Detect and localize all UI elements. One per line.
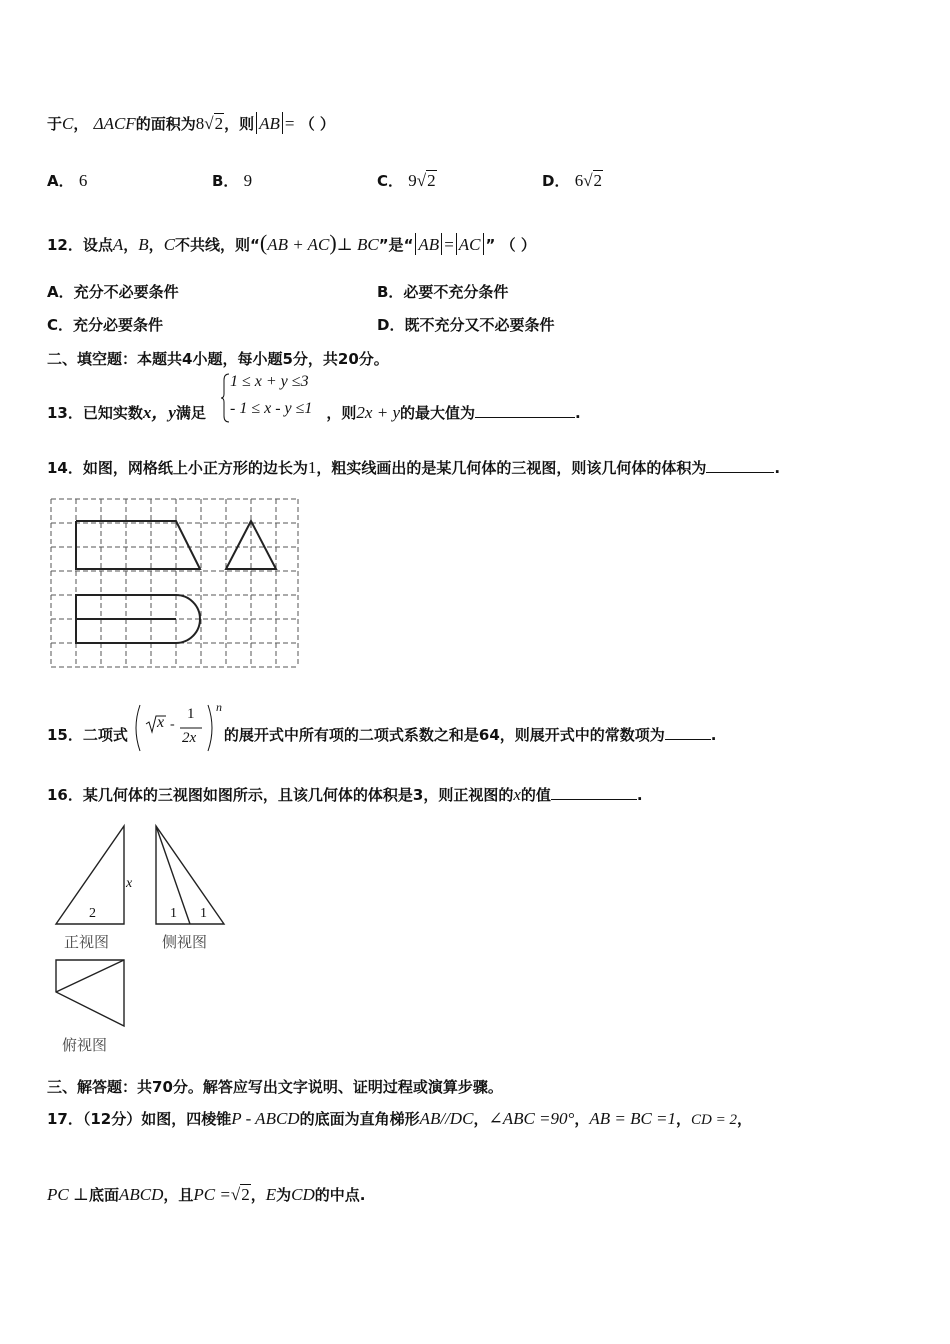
side-base-left-label: 1	[170, 906, 177, 921]
q16-answer-blank[interactable]	[551, 785, 637, 800]
q15-binomial: x - 1 2x n	[130, 702, 226, 754]
q12-vector-sum: AB + AC	[267, 235, 330, 254]
q13-stem: 13．已知实数x，y满足 ，则2x + y的最大值为 .	[47, 403, 581, 422]
side-view-triangle	[226, 521, 276, 569]
q11-option-a[interactable]: A． 6	[47, 171, 88, 190]
q12-option-b[interactable]: B．必要不充分条件	[377, 283, 509, 301]
q16-stem: 16．某几何体的三视图如图所示，且该几何体的体积是3，则正视图的x的值 .	[47, 785, 643, 804]
front-base-label: 2	[89, 906, 96, 921]
q11-triangle: ΔACF	[93, 114, 136, 133]
top-view-label: 俯视图	[62, 1036, 108, 1054]
q11-option-c[interactable]: C． 9√2	[377, 171, 436, 190]
front-height-label: x	[126, 876, 133, 891]
q14-stem: 14．如图，网格纸上小正方形的边长为1，粗实线画出的是某几何体的三视图，则该几何体的体积为 .	[47, 458, 781, 477]
q15-stem: 15．二项式 的展开式中所有项的二项式系数之和是64，则展开式中的常数项为 .	[47, 726, 717, 744]
section2-heading: 二、填空题：本题共4小题，每小题5分，共20分。	[47, 350, 389, 368]
q17-line-2: PC ⊥底面ABCD，且PC =√2，E为CD的中点.	[47, 1185, 366, 1204]
front-view-trapezoid	[76, 521, 200, 569]
side-base-right-label: 1	[200, 906, 207, 921]
q11-option-d[interactable]: D． 6√2	[542, 171, 603, 190]
q11-area: 8√2	[195, 114, 224, 133]
q11-text-b: 的面积为	[135, 115, 196, 133]
side-view-triangle	[156, 826, 224, 924]
q12-option-c[interactable]: C．充分必要条件	[47, 316, 164, 334]
q14-answer-blank[interactable]	[706, 458, 774, 473]
section3-heading: 三、解答题：共70分。解答应写出文字说明、证明过程或演算步骤。	[47, 1078, 503, 1096]
side-view-label: 侧视图	[162, 933, 208, 951]
q11-paren: （ ）	[299, 115, 335, 133]
q13-answer-blank[interactable]	[475, 403, 575, 418]
q12-stem: 12．设点A，B，C不共线，则“(AB + AC)⊥ BC”是“ AB = AC ” （ ）	[47, 230, 536, 255]
top-view-shape	[56, 960, 124, 1026]
q13-system	[220, 372, 330, 424]
q12-option-a[interactable]: A．充分不必要条件	[47, 283, 179, 301]
q12-option-d[interactable]: D．既不充分又不必要条件	[377, 316, 555, 334]
q11-option-b[interactable]: B． 9	[212, 171, 253, 190]
q11-ab: AB	[259, 114, 280, 133]
q13-constraint-1: 1 ≤ x + y ≤3	[230, 373, 309, 390]
front-view-label: 正视图	[64, 933, 110, 951]
q11-text-a: 于	[47, 115, 63, 133]
q13-constraint-2: - 1 ≤ x - y ≤1	[230, 400, 313, 417]
q14-three-view-grid	[48, 495, 308, 675]
q17-line-1: 17．（12分）如图，四棱锥P - ABCD的底面为直角梯形AB//DC，∠ABC =90°，AB = BC =1，CD = 2，	[47, 1109, 753, 1128]
q11-tail-line: 于C， ΔACF的面积为8√2，则 AB = （ ）	[47, 114, 335, 133]
q11-var-c: C	[62, 114, 74, 133]
q15-answer-blank[interactable]	[665, 725, 711, 740]
